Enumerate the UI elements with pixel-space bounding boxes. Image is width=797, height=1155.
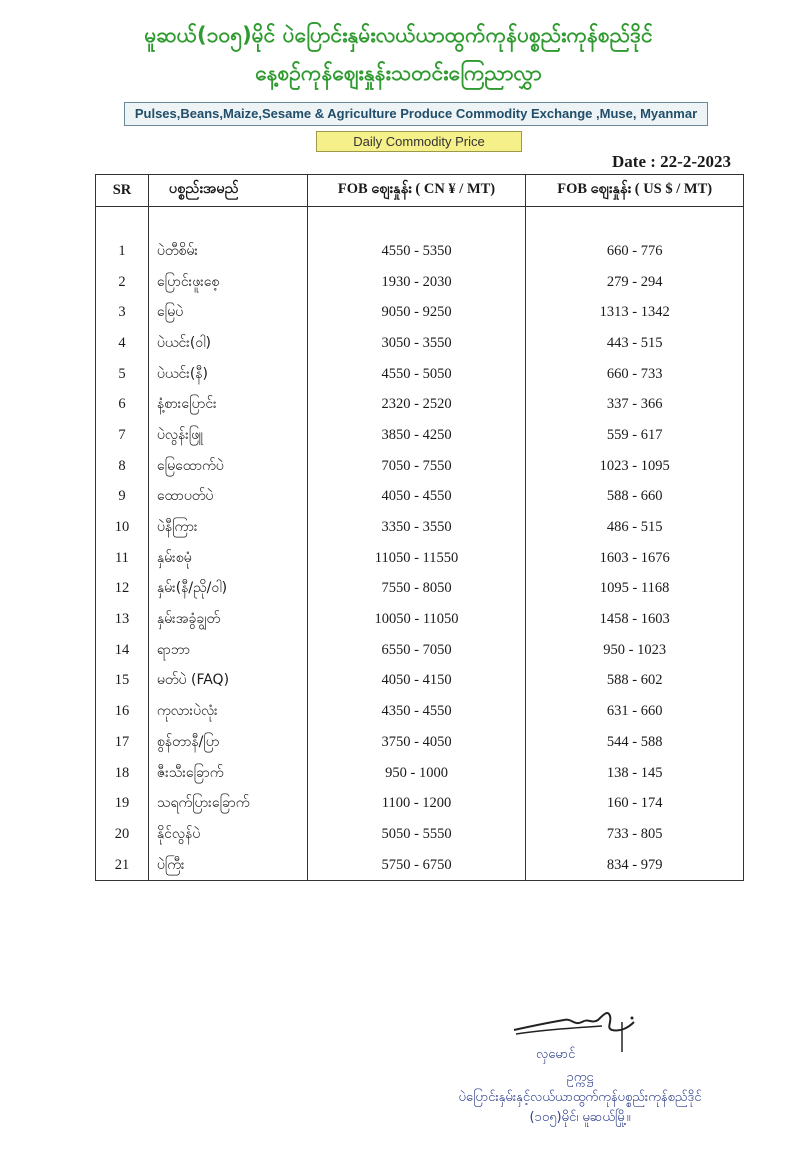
table-row: [96, 359, 744, 390]
row-price-usd: 486 - 515: [526, 512, 744, 543]
row-price-usd: 1458 - 1603: [526, 604, 744, 635]
row-price-usd: 544 - 588: [526, 727, 744, 758]
row-item-name: ကုလားပဲလုံး: [148, 696, 307, 727]
row-sr: 2: [96, 267, 149, 298]
row-price-cny: 6550 - 7050: [307, 635, 526, 666]
price-table: [95, 174, 744, 881]
spacer-cell: [526, 207, 744, 237]
row-item-name: ပဲယင်း(နီ): [148, 359, 307, 390]
row-item-name: ပဲလွန်းဖြူ: [148, 420, 307, 451]
row-sr: 10: [96, 512, 149, 543]
row-sr: 11: [96, 543, 149, 574]
row-price-usd: 950 - 1023: [526, 635, 744, 666]
row-sr: 6: [96, 389, 149, 420]
table-row: [96, 297, 744, 328]
table-row: [96, 267, 744, 298]
row-price-usd: 279 - 294: [526, 267, 744, 298]
table-row: [96, 236, 744, 267]
date-label: Date : 22-2-2023: [612, 152, 731, 171]
row-sr: 20: [96, 819, 149, 850]
row-item-name: ပဲနီကြား: [148, 512, 307, 543]
subtitle-badge: Daily Commodity Price: [316, 131, 522, 152]
row-sr: 15: [96, 666, 149, 697]
table-row: [96, 604, 744, 635]
row-price-cny: 2320 - 2520: [307, 389, 526, 420]
header-sr: SR: [96, 175, 149, 207]
row-price-usd: 138 - 145: [526, 758, 744, 789]
row-item-name: နှမ်းစမုံ: [148, 543, 307, 574]
row-price-usd: 1603 - 1676: [526, 543, 744, 574]
stamp-place: (၁၀၅)မိုင်၊ မူဆယ်မြို့။: [529, 1110, 631, 1125]
row-price-usd: 660 - 776: [526, 236, 744, 267]
row-sr: 8: [96, 451, 149, 482]
row-price-cny: 950 - 1000: [307, 758, 526, 789]
row-price-usd: 660 - 733: [526, 359, 744, 390]
row-sr: 4: [96, 328, 149, 359]
header-fob-usd: FOB ဈေးနှုန်း ( US $ / MT): [526, 175, 744, 207]
row-price-cny: 4350 - 4550: [307, 696, 526, 727]
table-body: [96, 207, 744, 881]
row-price-cny: 1930 - 2030: [307, 267, 526, 298]
row-price-usd: 1023 - 1095: [526, 451, 744, 482]
table-row: [96, 758, 744, 789]
table-row: [96, 512, 744, 543]
table-row: [96, 328, 744, 359]
row-price-cny: 3850 - 4250: [307, 420, 526, 451]
row-price-cny: 10050 - 11050: [307, 604, 526, 635]
row-item-name: ပြောင်းဖူးစေ့: [148, 267, 307, 298]
row-sr: 12: [96, 574, 149, 605]
spacer-cell: [307, 207, 526, 237]
stamp-org: ပဲပြောင်းနှမ်းနှင့်လယ်ယာထွက်ကုန်ပစ္စည်းကုန်စည်ဒိုင်: [458, 1090, 702, 1105]
english-title-banner: Pulses,Beans,Maize,Sesame & Agriculture Produce Commodity Exchange ,Muse, Myanmar: [124, 102, 708, 126]
row-price-cny: 3350 - 3550: [307, 512, 526, 543]
row-sr: 9: [96, 482, 149, 513]
row-price-usd: 631 - 660: [526, 696, 744, 727]
table-row: [96, 420, 744, 451]
row-price-cny: 3050 - 3550: [307, 328, 526, 359]
row-price-cny: 11050 - 11550: [307, 543, 526, 574]
table-row: [96, 819, 744, 850]
row-price-usd: 1095 - 1168: [526, 574, 744, 605]
row-price-cny: 9050 - 9250: [307, 297, 526, 328]
row-item-name: နံ့စားပြောင်း: [148, 389, 307, 420]
row-price-cny: 5750 - 6750: [307, 850, 526, 881]
row-item-name: ဇီးသီးခြောက်: [148, 758, 307, 789]
table-row: [96, 666, 744, 697]
table-header-row: [96, 175, 744, 207]
signer-name: လှမောင်: [536, 1047, 576, 1062]
row-price-cny: 4050 - 4550: [307, 482, 526, 513]
row-item-name: သရက်ပြားခြောက်: [148, 788, 307, 819]
spacer-cell: [148, 207, 307, 237]
row-price-cny: 4550 - 5050: [307, 359, 526, 390]
row-price-usd: 1313 - 1342: [526, 297, 744, 328]
table-row: [96, 788, 744, 819]
row-sr: 18: [96, 758, 149, 789]
row-price-cny: 7050 - 7550: [307, 451, 526, 482]
row-item-name: ထောပတ်ပဲ: [148, 482, 307, 513]
header-item-name: ပစ္စည်းအမည်: [148, 175, 307, 207]
row-price-usd: 834 - 979: [526, 850, 744, 881]
row-price-cny: 1100 - 1200: [307, 788, 526, 819]
row-price-cny: 4050 - 4150: [307, 666, 526, 697]
row-price-usd: 443 - 515: [526, 328, 744, 359]
row-price-usd: 588 - 660: [526, 482, 744, 513]
row-price-usd: 588 - 602: [526, 666, 744, 697]
row-item-name: နှမ်း(နီ/ညို/ဝါ): [148, 574, 307, 605]
row-sr: 7: [96, 420, 149, 451]
row-item-name: မတ်ပဲ (FAQ): [148, 666, 307, 697]
table-row: [96, 727, 744, 758]
row-sr: 21: [96, 850, 149, 881]
row-price-usd: 559 - 617: [526, 420, 744, 451]
table-row: [96, 389, 744, 420]
row-sr: 14: [96, 635, 149, 666]
row-price-usd: 337 - 366: [526, 389, 744, 420]
table-row: [96, 451, 744, 482]
row-item-name: ပဲတီစိမ်း: [148, 236, 307, 267]
row-sr: 3: [96, 297, 149, 328]
row-item-name: မြေပဲ: [148, 297, 307, 328]
table-row: [96, 574, 744, 605]
table-row: [96, 635, 744, 666]
table-row: [96, 850, 744, 881]
row-price-usd: 733 - 805: [526, 819, 744, 850]
stamp-role: ဥက္ကဋ္ဌ: [566, 1070, 594, 1085]
organization-stamp: [420, 1068, 740, 1128]
row-sr: 16: [96, 696, 149, 727]
row-item-name: ပဲယင်း(ဝါ): [148, 328, 307, 359]
row-sr: 17: [96, 727, 149, 758]
title-line-1: မူဆယ်(၁၀၅)မိုင် ပဲပြောင်းနှမ်းလယ်ယာထွက်ကုန်ပစ္စည်းကုန်စည်ဒိုင်: [144, 23, 653, 47]
row-item-name: နှမ်းအခွံချွတ်: [148, 604, 307, 635]
row-sr: 13: [96, 604, 149, 635]
row-sr: 5: [96, 359, 149, 390]
table-spacer-row: [96, 207, 744, 237]
row-item-name: စွန်တာနီ/ပြာ: [148, 727, 307, 758]
row-item-name: မြေထောက်ပဲ: [148, 451, 307, 482]
row-price-cny: 5050 - 5550: [307, 819, 526, 850]
row-sr: 19: [96, 788, 149, 819]
row-price-cny: 7550 - 8050: [307, 574, 526, 605]
row-item-name: ပဲကြီး: [148, 850, 307, 881]
spacer-cell: [96, 207, 149, 237]
table-row: [96, 482, 744, 513]
table-row: [96, 696, 744, 727]
title-line-2: နေ့စဉ်ကုန်ဈေးနှုန်းသတင်းကြေညာလွှာ: [255, 61, 542, 85]
header-fob-cny: FOB ဈေးနှုန်း ( CN ¥ / MT): [307, 175, 526, 207]
row-price-cny: 4550 - 5350: [307, 236, 526, 267]
row-item-name: နိုင်လွန်ပဲ: [148, 819, 307, 850]
table-row: [96, 543, 744, 574]
row-sr: 1: [96, 236, 149, 267]
row-item-name: ရာဘာ: [148, 635, 307, 666]
row-price-cny: 3750 - 4050: [307, 727, 526, 758]
row-price-usd: 160 - 174: [526, 788, 744, 819]
signature-mark: [512, 1008, 642, 1053]
